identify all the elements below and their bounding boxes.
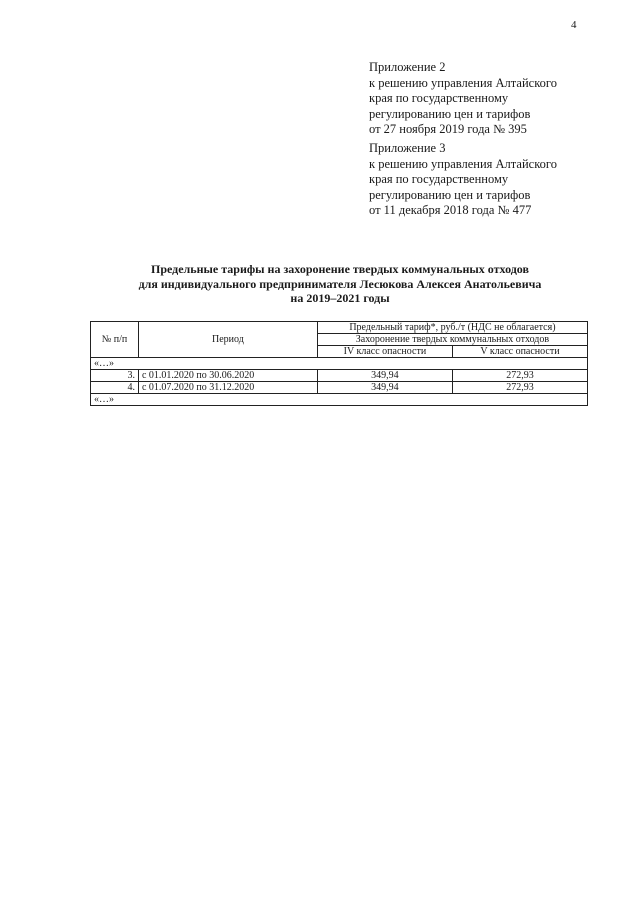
annex-2-line: регулированию цен и тарифов bbox=[369, 106, 531, 121]
annex-3-line: края по государственному bbox=[369, 172, 509, 186]
header-tariff: Предельный тариф*, руб./т (НДС не облагается) bbox=[317, 322, 587, 334]
annex-3-date: от 11 декабря 2018 года № 477 bbox=[369, 203, 532, 217]
header-class-iv: IV класс опасности bbox=[317, 346, 452, 358]
document-title bbox=[90, 262, 590, 306]
row-class-iv-value: 349,94 bbox=[317, 370, 452, 382]
header-period: Период bbox=[138, 322, 317, 358]
row-class-v-value: 272,93 bbox=[452, 370, 587, 382]
annex-2-header bbox=[369, 60, 609, 138]
row-class-iv-value: 349,94 bbox=[317, 382, 452, 394]
header-burial: Захоронение твердых коммунальных отходов bbox=[317, 334, 587, 346]
annex-2-line: к решению управления Алтайского bbox=[369, 75, 557, 90]
annex-3-title: Приложение 3 bbox=[369, 141, 446, 155]
row-period: с 01.07.2020 по 31.12.2020 bbox=[138, 382, 317, 394]
annex-3-line: к решению управления Алтайского bbox=[369, 156, 557, 171]
row-class-v-value: 272,93 bbox=[452, 382, 587, 394]
title-line-2: для индивидуального предпринимателя Лесюкова Алексея Анатольевича bbox=[138, 276, 542, 291]
table-row bbox=[91, 382, 588, 394]
table-row bbox=[91, 370, 588, 382]
annex-2-date: от 27 ноября 2019 года № 395 bbox=[369, 122, 527, 136]
row-num: 4. bbox=[91, 382, 139, 394]
row-period: с 01.01.2020 по 30.06.2020 bbox=[138, 370, 317, 382]
header-num: № п/п bbox=[91, 322, 139, 358]
ellipsis-row-bottom: «…» bbox=[91, 394, 588, 406]
row-num: 3. bbox=[91, 370, 139, 382]
header-class-v: V класс опасности bbox=[452, 346, 587, 358]
annex-2-line: края по государственному bbox=[369, 91, 509, 105]
tariff-table bbox=[90, 321, 588, 406]
annex-3-header bbox=[369, 141, 609, 219]
page-number: 4 bbox=[571, 19, 577, 31]
annex-3-line: регулированию цен и тарифов bbox=[369, 187, 531, 202]
title-line-1: Предельные тарифы на захоронение твердых коммунальных отходов bbox=[150, 262, 529, 276]
title-line-3: на 2019–2021 годы bbox=[290, 291, 390, 305]
ellipsis-row-top: «…» bbox=[91, 358, 588, 370]
annex-2-title: Приложение 2 bbox=[369, 60, 446, 74]
